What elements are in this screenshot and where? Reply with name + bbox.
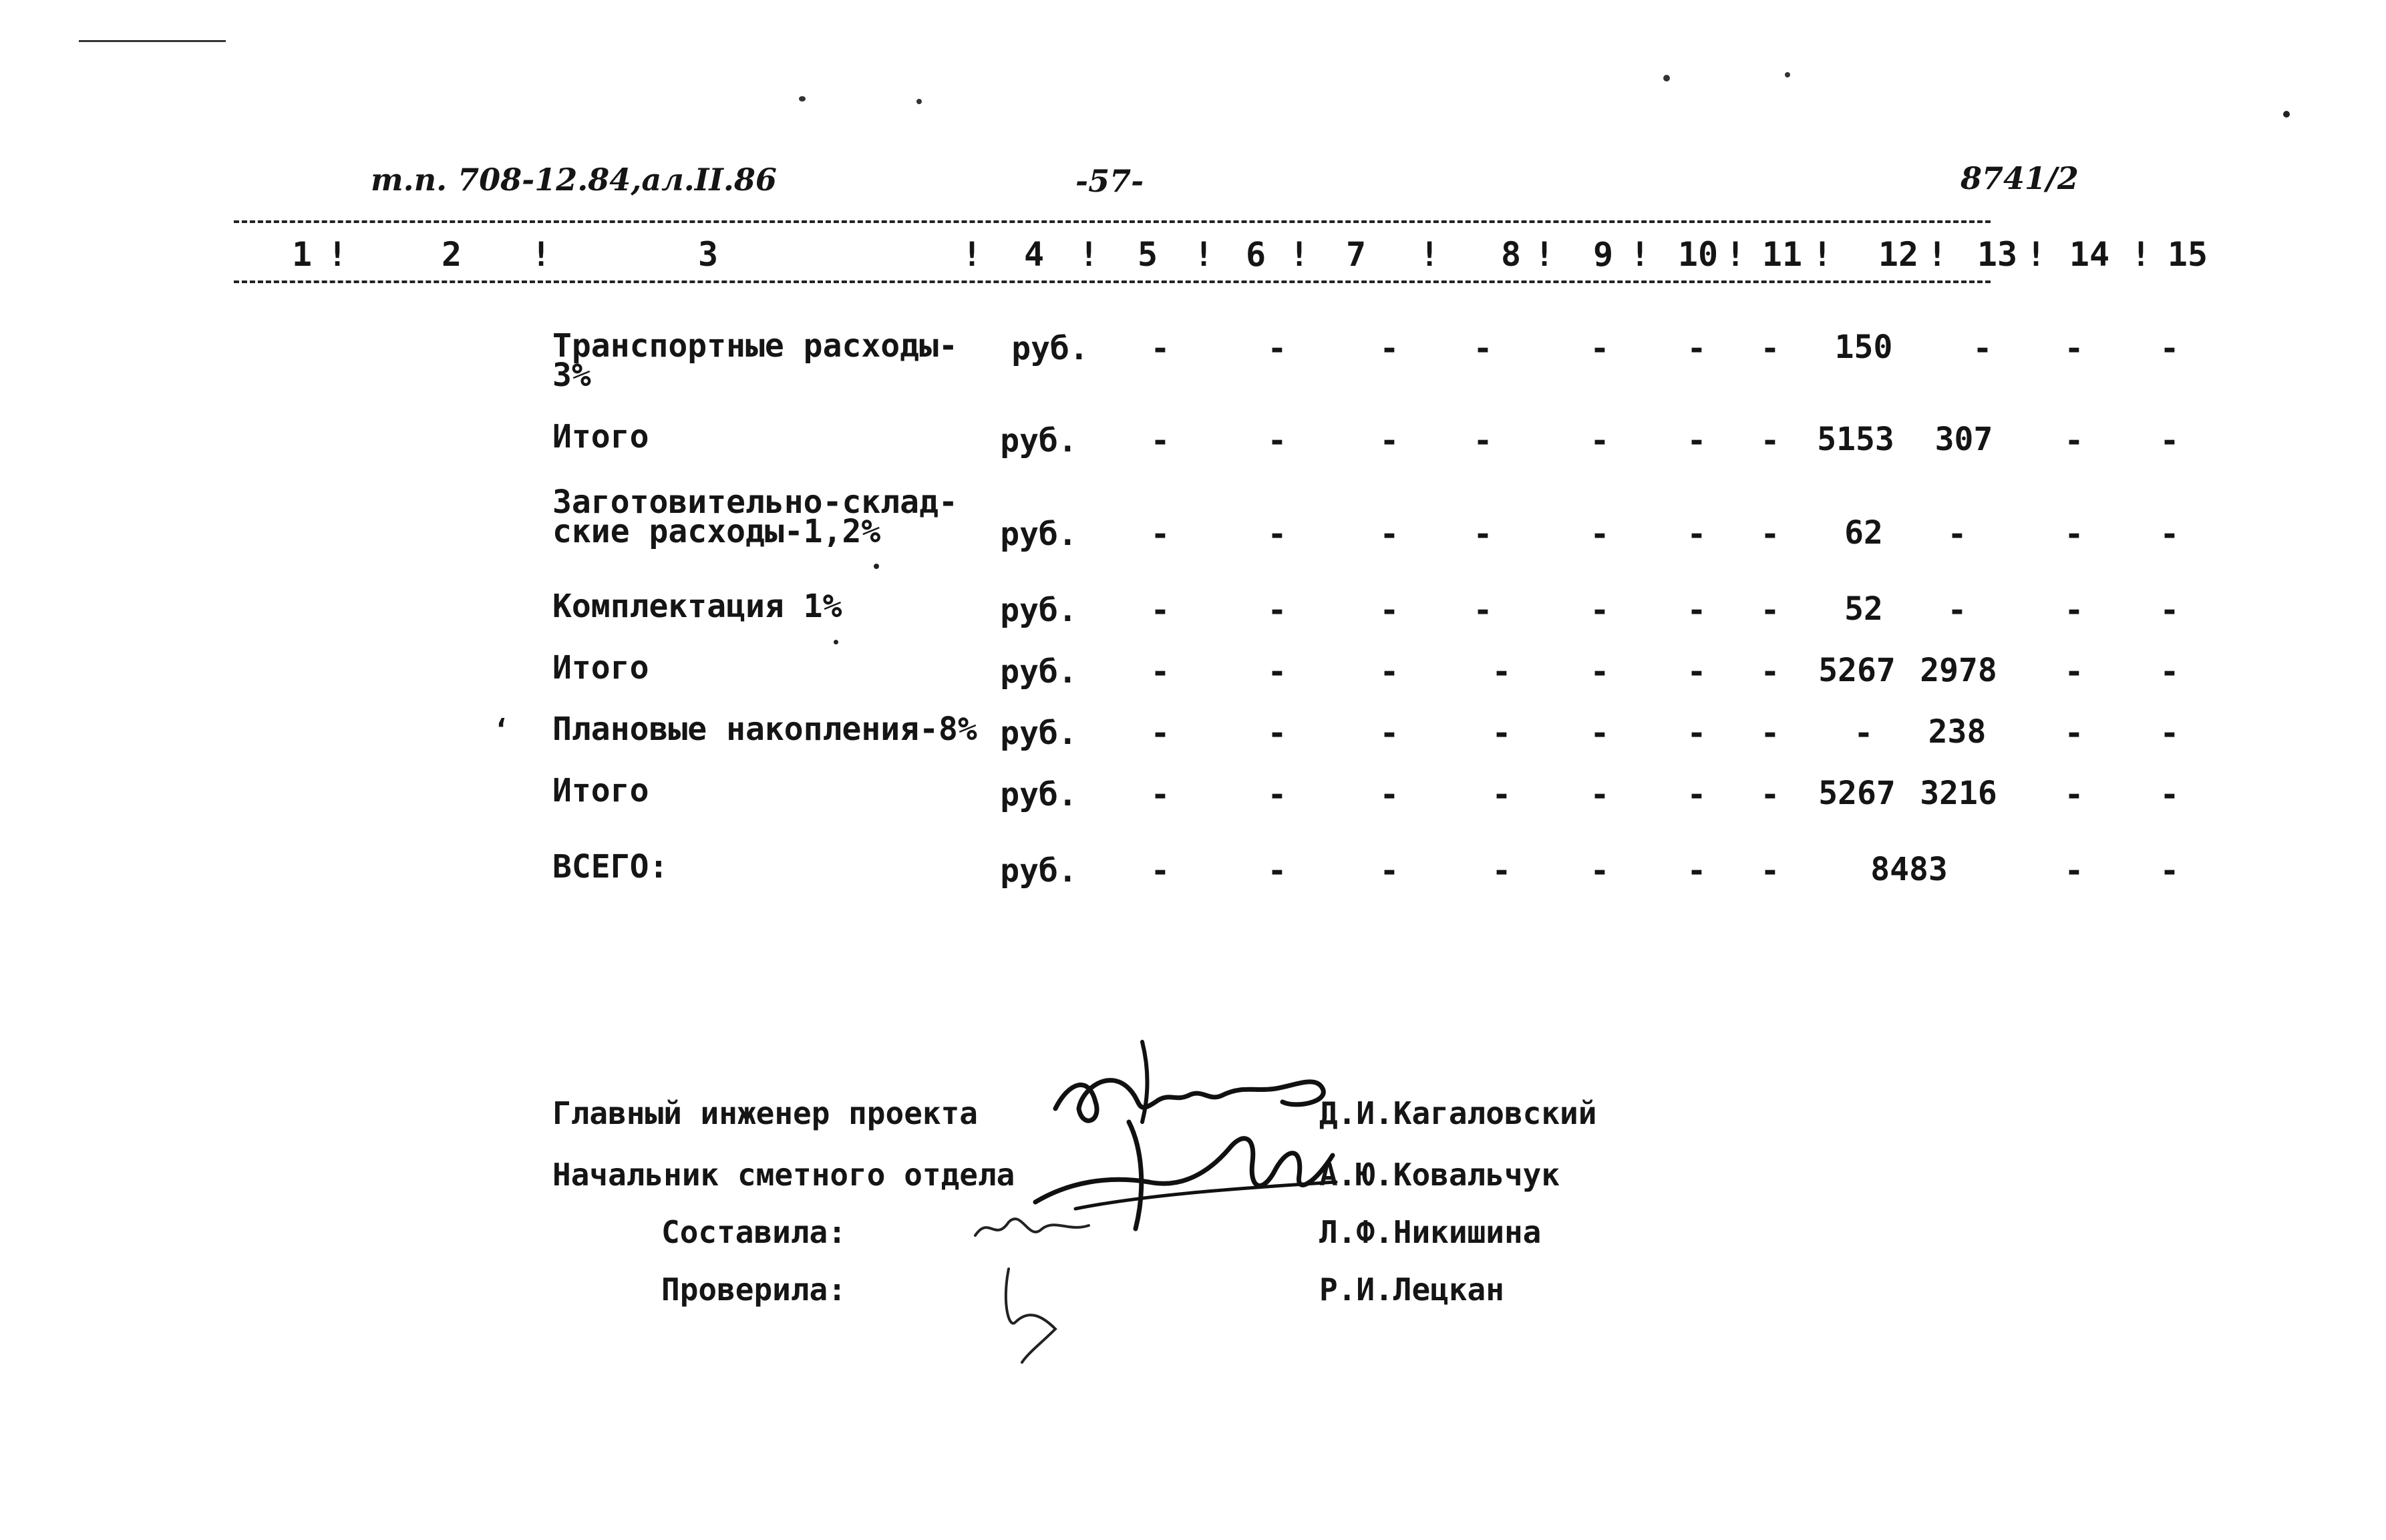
- value-cell: 307: [1934, 421, 1993, 458]
- dash-cell: -: [1150, 422, 1170, 459]
- column-separator: !: [1289, 235, 1310, 274]
- value-cell: 5267: [1818, 652, 1896, 689]
- dash-cell: -: [1267, 592, 1287, 629]
- signature-role: Составила:: [661, 1214, 846, 1250]
- column-header: 3: [697, 235, 719, 274]
- row-label: Плановые накопления-8%: [552, 711, 977, 748]
- value-cell: -: [2064, 776, 2084, 813]
- dash-cell: -: [1590, 653, 1610, 691]
- row-unit: руб.: [1000, 516, 1077, 553]
- dash-cell: -: [1760, 516, 1780, 553]
- column-separator: !: [1812, 235, 1833, 274]
- dash-cell: -: [1590, 516, 1610, 553]
- total-unit: руб.: [1000, 852, 1077, 890]
- dash-cell: -: [1760, 653, 1780, 691]
- document-number: 8741/2: [1961, 160, 2079, 196]
- dash-cell: -: [1687, 330, 1707, 367]
- dash-cell: -: [1590, 776, 1610, 813]
- value-cell: -: [1854, 715, 1874, 752]
- value-cell: 5153: [1817, 421, 1894, 458]
- value-cell: -: [2160, 592, 2180, 629]
- column-separator: !: [2130, 235, 2152, 274]
- dash-cell: -: [1379, 776, 1399, 813]
- dash-cell: -: [1590, 330, 1610, 367]
- scan-speck: [1663, 75, 1670, 81]
- column-header: 6: [1245, 235, 1266, 274]
- dash-cell: -: [1267, 776, 1287, 813]
- dash-cell: -: [1267, 422, 1287, 459]
- row-unit: руб.: [1000, 653, 1077, 691]
- value-cell: -: [2160, 422, 2180, 459]
- dash-cell: -: [1473, 330, 1493, 367]
- column-separator: !: [1078, 235, 1099, 274]
- value-cell: 238: [1928, 713, 1987, 751]
- signature-role: Проверила:: [661, 1272, 846, 1308]
- column-header: 5: [1137, 235, 1158, 274]
- scan-speck: [916, 99, 922, 104]
- column-header: 1: [291, 235, 313, 274]
- column-separator: !: [1725, 235, 1746, 274]
- scan-speck: [799, 96, 806, 102]
- column-header: 2: [441, 235, 462, 274]
- row-unit: руб.: [1000, 422, 1077, 459]
- column-header: 14: [2069, 235, 2110, 274]
- column-separator: !: [1193, 235, 1214, 274]
- signature-name: Р.И.Лецкан: [1319, 1272, 1504, 1308]
- signature-name: Д.И.Кагаловский: [1319, 1095, 1597, 1131]
- value-cell: -: [2160, 330, 2180, 367]
- scan-speck: [1785, 72, 1790, 77]
- column-separator: !: [327, 235, 348, 274]
- dash-cell: -: [1760, 592, 1780, 629]
- dash-cell: -: [1473, 422, 1493, 459]
- handwritten-signature-4: [989, 1262, 1082, 1369]
- row-label: Итого: [552, 649, 649, 687]
- row-label: Итого: [552, 772, 649, 809]
- total-value: 8483: [1870, 851, 1948, 888]
- dash-cell: -: [1473, 592, 1493, 629]
- value-cell: -: [2064, 715, 2084, 752]
- value-cell: -: [2064, 422, 2084, 459]
- dash-cell: -: [1267, 715, 1287, 752]
- dash-cell: -: [1492, 852, 1512, 890]
- value-cell: -: [2160, 516, 2180, 553]
- table-header-rule-top: [234, 220, 1991, 223]
- column-header: 11: [1761, 235, 1803, 274]
- column-separator: !: [961, 235, 983, 274]
- row-unit: руб.: [1000, 776, 1077, 813]
- document-code: т.п. 708-12.84,ал.II.86: [371, 162, 777, 198]
- dash-cell: -: [1590, 852, 1610, 890]
- dash-cell: -: [1267, 330, 1287, 367]
- value-cell: -: [2064, 852, 2084, 890]
- value-cell: -: [1947, 516, 1967, 553]
- handwritten-signature-3: [969, 1202, 1116, 1256]
- dash-cell: -: [1150, 653, 1170, 691]
- column-header: 7: [1345, 235, 1367, 274]
- dash-cell: -: [1492, 715, 1512, 752]
- value-cell: 2978: [1920, 652, 1997, 689]
- value-cell: -: [2064, 516, 2084, 553]
- row-label: Транспортные расходы- 3%: [552, 327, 958, 394]
- total-label: ВСЕГО:: [552, 848, 669, 886]
- value-cell: -: [2064, 592, 2084, 629]
- value-cell: 3216: [1920, 775, 1997, 812]
- dash-cell: -: [1379, 422, 1399, 459]
- dash-cell: -: [1590, 715, 1610, 752]
- corner-rule: [79, 40, 226, 42]
- column-header: 12: [1878, 235, 1919, 274]
- column-separator: !: [1419, 235, 1440, 274]
- dash-cell: -: [1760, 715, 1780, 752]
- dash-cell: -: [1590, 422, 1610, 459]
- dash-cell: -: [1687, 592, 1707, 629]
- dash-cell: -: [1379, 330, 1399, 367]
- dash-cell: -: [1150, 516, 1170, 553]
- value-cell: -: [1973, 330, 1993, 367]
- signature-role: Начальник сметного отдела: [552, 1157, 1015, 1193]
- value-cell: 150: [1834, 329, 1893, 366]
- value-cell: 62: [1844, 514, 1883, 552]
- column-separator: !: [1534, 235, 1555, 274]
- dash-cell: -: [1150, 852, 1170, 890]
- column-header: 13: [1977, 235, 2018, 274]
- column-header: 15: [2167, 235, 2208, 274]
- scan-speck: [834, 640, 838, 644]
- dash-cell: -: [1150, 330, 1170, 367]
- page-number: -57-: [1075, 163, 1144, 199]
- dash-cell: -: [1687, 653, 1707, 691]
- row-unit: руб.: [1000, 715, 1077, 752]
- row-unit: руб.: [1011, 330, 1089, 367]
- value-cell: -: [2064, 653, 2084, 691]
- column-header: 4: [1023, 235, 1045, 274]
- row-label: Заготовительно-склад- ские расходы-1,2%: [552, 484, 958, 550]
- signature-name: Л.Ф.Никишина: [1319, 1214, 1542, 1250]
- value-cell: -: [2160, 776, 2180, 813]
- dash-cell: -: [1760, 422, 1780, 459]
- dash-cell: -: [1590, 592, 1610, 629]
- dash-cell: -: [1760, 330, 1780, 367]
- scan-speck: [2283, 111, 2290, 118]
- signature-role: Главный инженер проекта: [552, 1095, 978, 1131]
- row-label: Итого: [552, 418, 649, 455]
- dash-cell: -: [1473, 516, 1493, 553]
- table-header-rule-bottom: [234, 280, 1991, 283]
- column-separator: !: [530, 235, 552, 274]
- value-cell: 5267: [1818, 775, 1896, 812]
- dash-cell: -: [1687, 852, 1707, 890]
- dash-cell: -: [1687, 776, 1707, 813]
- value-cell: -: [2160, 715, 2180, 752]
- tick-mark: ‘: [493, 713, 510, 746]
- dash-cell: -: [1267, 653, 1287, 691]
- column-separator: !: [1629, 235, 1651, 274]
- dash-cell: -: [1379, 516, 1399, 553]
- value-cell: -: [2160, 653, 2180, 691]
- dash-cell: -: [1150, 776, 1170, 813]
- dash-cell: -: [1760, 776, 1780, 813]
- dash-cell: -: [1379, 715, 1399, 752]
- dash-cell: -: [1687, 715, 1707, 752]
- dash-cell: -: [1492, 776, 1512, 813]
- dash-cell: -: [1760, 852, 1780, 890]
- scan-speck: [874, 564, 879, 569]
- signature-name: А.Ю.Ковальчук: [1319, 1157, 1560, 1193]
- dash-cell: -: [1267, 852, 1287, 890]
- dash-cell: -: [1379, 653, 1399, 691]
- value-cell: -: [1947, 592, 1967, 629]
- column-separator: !: [1926, 235, 1948, 274]
- column-header: 10: [1677, 235, 1719, 274]
- column-header: 9: [1592, 235, 1614, 274]
- dash-cell: -: [1150, 715, 1170, 752]
- dash-cell: -: [1267, 516, 1287, 553]
- dash-cell: -: [1492, 653, 1512, 691]
- dash-cell: -: [1687, 422, 1707, 459]
- value-cell: -: [2160, 852, 2180, 890]
- value-cell: -: [2064, 330, 2084, 367]
- row-label: Комплектация 1%: [552, 588, 842, 625]
- dash-cell: -: [1687, 516, 1707, 553]
- column-header: 8: [1500, 235, 1522, 274]
- value-cell: 52: [1844, 590, 1883, 628]
- row-unit: руб.: [1000, 592, 1077, 629]
- dash-cell: -: [1379, 592, 1399, 629]
- dash-cell: -: [1379, 852, 1399, 890]
- dash-cell: -: [1150, 592, 1170, 629]
- column-separator: !: [2025, 235, 2047, 274]
